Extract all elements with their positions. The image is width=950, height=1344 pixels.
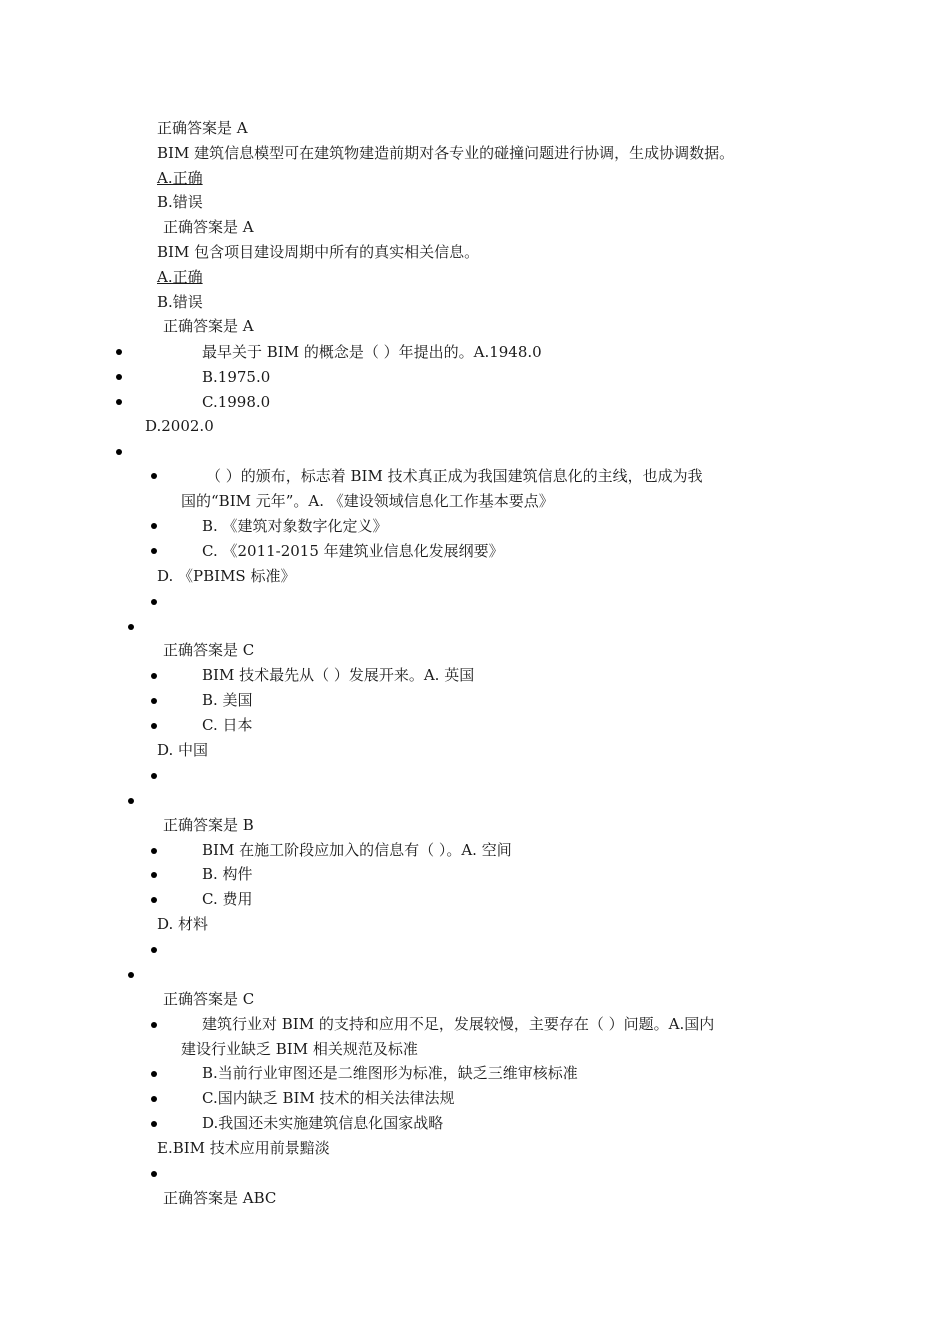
- correct-answer: 正确答案是 A: [163, 317, 254, 335]
- option-c: C.1998.0: [202, 393, 271, 411]
- correct-answer: 正确答案是 A: [157, 119, 248, 137]
- option-a: A.正确: [157, 169, 203, 187]
- bullet: [151, 723, 157, 729]
- bullet: [128, 624, 134, 630]
- bullet: [116, 349, 122, 355]
- option-c: C. 《2011-2015 年建筑业信息化发展纲要》: [202, 542, 504, 560]
- question-text: BIM 包含项目建设周期中所有的真实相关信息。: [157, 243, 480, 261]
- question-text: 最早关于 BIM 的概念是（ ）年提出的。A.1948.0: [202, 343, 542, 361]
- option-d: D. 《PBIMS 标准》: [157, 567, 296, 585]
- option-d: D. 中国: [157, 741, 209, 759]
- correct-answer: 正确答案是 C: [163, 641, 255, 659]
- bullet: [151, 673, 157, 679]
- bullet: [151, 523, 157, 529]
- option-d: D.我国还未实施建筑信息化国家战略: [202, 1114, 444, 1132]
- question-text: BIM 在施工阶段应加入的信息有（ ）。A. 空间: [202, 841, 512, 859]
- bullet: [151, 1121, 157, 1127]
- option-e: E.BIM 技术应用前景黯淡: [157, 1139, 330, 1157]
- bullet: [151, 1171, 157, 1177]
- question-text-cont: 建设行业缺乏 BIM 相关规范及标准: [181, 1040, 418, 1058]
- question-text-cont: 国的“BIM 元年”。A. 《建设领域信息化工作基本要点》: [181, 492, 554, 510]
- option-d: D.2002.0: [145, 417, 214, 435]
- bullet: [151, 872, 157, 878]
- bullet: [151, 848, 157, 854]
- option-a: A.正确: [157, 268, 203, 286]
- bullet: [128, 798, 134, 804]
- bullet: [151, 548, 157, 554]
- correct-answer: 正确答案是 A: [163, 218, 254, 236]
- question-text: （ ）的颁布，标志着 BIM 技术真正成为我国建筑信息化的主线，也成为我: [206, 467, 703, 485]
- option-b: B.当前行业审图还是二维图形为标准，缺乏三维审核标准: [202, 1064, 578, 1082]
- bullet: [151, 698, 157, 704]
- bullet: [151, 897, 157, 903]
- option-b: B.1975.0: [202, 368, 271, 386]
- option-d: D. 材料: [157, 915, 209, 933]
- bullet: [151, 1022, 157, 1028]
- bullet: [151, 599, 157, 605]
- option-b: B. 《建筑对象数字化定义》: [202, 517, 388, 535]
- bullet: [151, 473, 157, 479]
- bullet: [116, 449, 122, 455]
- option-b: B.错误: [157, 193, 203, 211]
- option-c: C.国内缺乏 BIM 技术的相关法律法规: [202, 1089, 455, 1107]
- question-text: BIM 建筑信息模型可在建筑物建造前期对各专业的碰撞问题进行协调，生成协调数据。: [157, 144, 735, 162]
- question-text: BIM 技术最先从（ ）发展开来。A. 英国: [202, 666, 475, 684]
- correct-answer: 正确答案是 B: [163, 816, 254, 834]
- correct-answer: 正确答案是 ABC: [163, 1189, 277, 1207]
- correct-answer: 正确答案是 C: [163, 990, 255, 1008]
- bullet: [128, 972, 134, 978]
- option-b: B.错误: [157, 293, 203, 311]
- option-c: C. 费用: [202, 890, 253, 908]
- bullet: [151, 773, 157, 779]
- bullet: [116, 399, 122, 405]
- bullet: [116, 374, 122, 380]
- bullet: [151, 947, 157, 953]
- bullet: [151, 1071, 157, 1077]
- option-b: B. 美国: [202, 691, 253, 709]
- option-b: B. 构件: [202, 865, 253, 883]
- option-c: C. 日本: [202, 716, 253, 734]
- question-text: 建筑行业对 BIM 的支持和应用不足，发展较慢，主要存在（ ）问题。A.国内: [202, 1015, 715, 1033]
- bullet: [151, 1096, 157, 1102]
